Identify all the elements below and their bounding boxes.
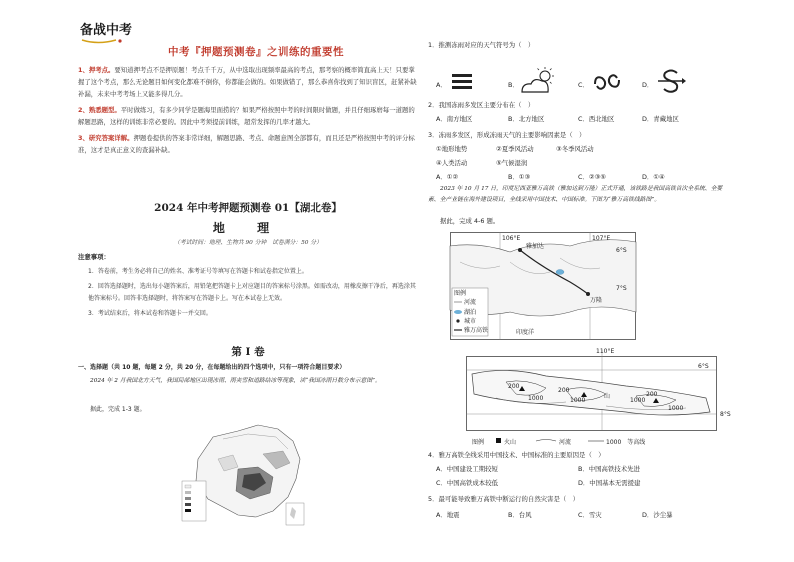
intro-item — [78, 132, 418, 156]
contour-label: 200 — [508, 383, 520, 390]
yawan-railway-map — [450, 232, 636, 340]
q2-option-c[interactable]: C．西北地区 — [578, 115, 615, 123]
notice-item: 2．回答选择题时，选出每小题答案后，用铅笔把答题卡上对应题目的答案标号涂黑。如需改动，用橡皮擦干净后，再选涂其他答案标号。回答非选择题时，将答案写在答题卡上。写在本试卷上无效。 — [88, 283, 416, 302]
contour-label: 1000 — [630, 397, 646, 404]
q3-factor: ④人类活动 — [436, 159, 468, 167]
q5-option-b[interactable]: B．台风 — [508, 511, 532, 519]
intro-item — [78, 64, 418, 100]
contour-label: 1000 — [570, 397, 586, 404]
q5-option-c[interactable]: C．雪灾 — [578, 511, 602, 519]
question-3-stem: 3．冻雨多发区，形成冻雨天气的主要影响因素是（ ） — [428, 131, 586, 139]
lon-label: 106°E — [502, 235, 521, 242]
prompt-1: 据此，完成 1-3 题。 — [90, 406, 146, 413]
lat-label: 7°S — [616, 285, 627, 292]
exam-title: 2024 年中考押题预测卷 01【湖北卷】 — [154, 202, 342, 214]
q1-option-b[interactable]: B． — [508, 81, 519, 89]
legend-item: 城市 — [464, 318, 477, 325]
lon-label: 110°E — [596, 348, 615, 355]
prompt-2: 据此，完成 4-6 题。 — [440, 217, 500, 225]
contour-label: 1000 — [528, 395, 544, 402]
q5-option-a[interactable]: A．地震 — [436, 511, 460, 519]
river-label: 山 — [604, 393, 611, 400]
lon-label: 107°E — [592, 235, 611, 242]
contour-label: 1000 — [668, 405, 684, 412]
q3-option-a[interactable]: A．①② — [436, 173, 459, 181]
question-5-stem: 5．最可能导致雅万高铁中断运行的自然灾害是（ ） — [428, 495, 580, 503]
notice-title: 注意事项： — [78, 253, 110, 261]
city-label: 雅加达 — [526, 243, 545, 250]
legend-contour: 1000 等高线 — [606, 439, 646, 446]
banner-title: 中考『押题预测卷』之训练的重要性 — [168, 46, 344, 58]
intro-lead: 1、押考点。 — [78, 66, 115, 74]
legend-item: 河流 — [464, 299, 477, 306]
passage-2: 2023 年 10 月 17 日，印度尼西亚雅万高铁（雅加达到万隆）正式开通，该铁路是我国高铁首次全系统、全要素、全产业链在海外建设项目，全线采用中国技术、中国标准。下图为“雅万高铁线路图”。 — [428, 186, 723, 203]
q3-factor: ②夏季风活动 — [496, 145, 534, 153]
q4-option-b[interactable]: B．中国高铁技术先进 — [578, 465, 640, 473]
intro-lead: 2、熟悉题型。 — [78, 106, 121, 114]
lat-label: 6°S — [616, 247, 627, 254]
brand-logo-icon — [78, 14, 136, 48]
legend-item: 湖泊 — [464, 309, 477, 316]
china-freezing-rain-map-icon — [178, 419, 313, 529]
intro-lead: 3、研究答案详解。 — [78, 134, 134, 142]
question-4-stem: 4．雅万高铁全线采用中国技术、中国标准的主要原因是（ ） — [428, 451, 605, 459]
q1-option-d[interactable]: D． — [642, 81, 654, 89]
q3-option-d[interactable]: D．①④ — [642, 173, 665, 181]
q4-option-d[interactable]: D．中国基本无需援建 — [578, 479, 641, 487]
sea-label: 印度洋 — [516, 329, 535, 336]
intro-body: 平时做练习，有多少同学是题海里面捞的？如果严格按照中考的时间限时做题，并且仔细琢磨每一道题的解题思路，这样的训练非常必要的。因此中考须提前训练，超常发挥的几率才越大。 — [78, 106, 415, 126]
java-island-map — [466, 346, 731, 446]
q2-option-d[interactable]: D．青藏地区 — [642, 115, 679, 123]
legend-title: 图例 — [454, 290, 467, 297]
legend-river: 河流 — [559, 439, 572, 446]
q3-option-c[interactable]: C．②③⑤ — [578, 173, 607, 181]
intro-block — [78, 64, 418, 160]
q3-factor: ③冬季风活动 — [556, 145, 594, 153]
volume-title: 第 I 卷 — [231, 346, 265, 358]
section-heading: 一、选择题（共 10 题，每题 2 分，共 20 分，在每题给出的四个选项中，只有一项符合题目要求） — [78, 364, 346, 371]
notice-item: 1．答卷前，考生务必将自己的姓名、准考证号等填写在答题卡和试卷指定位置上。 — [88, 268, 308, 275]
q4-option-a[interactable]: A．中国建设工期较短 — [436, 465, 498, 473]
legend-title: 图例 — [472, 439, 485, 446]
q1-option-c[interactable]: C． — [578, 81, 589, 89]
intro-item — [78, 104, 418, 128]
lat-label: 8°S — [720, 411, 731, 418]
q3-factor: ⑤气候湿润 — [496, 159, 528, 167]
exam-info: （考试时间：地理、生物共 90 分钟 试卷满分：50 分） — [174, 240, 322, 246]
legend-volcano: 火山 — [504, 439, 517, 446]
q2-option-a[interactable]: A．南方地区 — [436, 115, 473, 123]
dust-storm-symbol-icon — [592, 70, 622, 94]
sand-storm-symbol-icon — [656, 66, 686, 96]
q5-option-d[interactable]: D．沙尘暴 — [642, 511, 673, 519]
passage-1: 2024 年 2 月我国北方天气，我国局部地区出现冻雨、雨夹雪和道路结冰等现象，读“我国冻雨日数分布示意图”。 — [90, 378, 381, 384]
intro-body: 押题卷提供的答案非常详细，解题思路、考点、命题意图全部都有，而且还是严格按照中考的评分标准，这才是真正意义的查漏补缺。 — [78, 134, 415, 154]
q2-option-b[interactable]: B．北方地区 — [508, 115, 545, 123]
intro-body: 要知道押考点不是押原题！考点千千万，从中选取出现频率最高的考点，那考察的概率简直高上天！只要掌握了这个考点，那么无论题目如何变化都难不倒你，你都能会做的。如果做错了，那么恭喜你找到了知识盲区，赶紧补缺补漏，未来中考考场上又能多得几分。 — [78, 66, 417, 98]
legend-item: 雅万高铁 — [464, 327, 489, 334]
q1-option-a[interactable]: A． — [436, 81, 447, 89]
lat-label: 6°S — [698, 363, 709, 370]
question-2-stem: 2．我国冻雨多发区主要分布在（ ） — [428, 101, 535, 109]
notice-item: 3．考试结束后，将本试卷和答题卡一并交回。 — [88, 310, 212, 317]
question-1-stem: 1．推测冻雨对应的天气符号为（ ） — [428, 41, 535, 49]
notice-list — [88, 266, 418, 323]
logo-text: 备战中考 — [80, 23, 133, 38]
q3-factor: ①地形地势 — [436, 145, 468, 153]
city-label: 万隆 — [590, 297, 603, 304]
contour-label: 200 — [646, 391, 658, 398]
q4-option-c[interactable]: C．中国高铁成本较低 — [436, 479, 498, 487]
sun-cloud-symbol-icon — [518, 64, 558, 98]
subject-title: 地 理 — [212, 221, 284, 235]
q3-option-b[interactable]: B．①③ — [508, 173, 531, 181]
contour-label: 200 — [558, 387, 570, 394]
fog-symbol-icon — [450, 70, 474, 94]
